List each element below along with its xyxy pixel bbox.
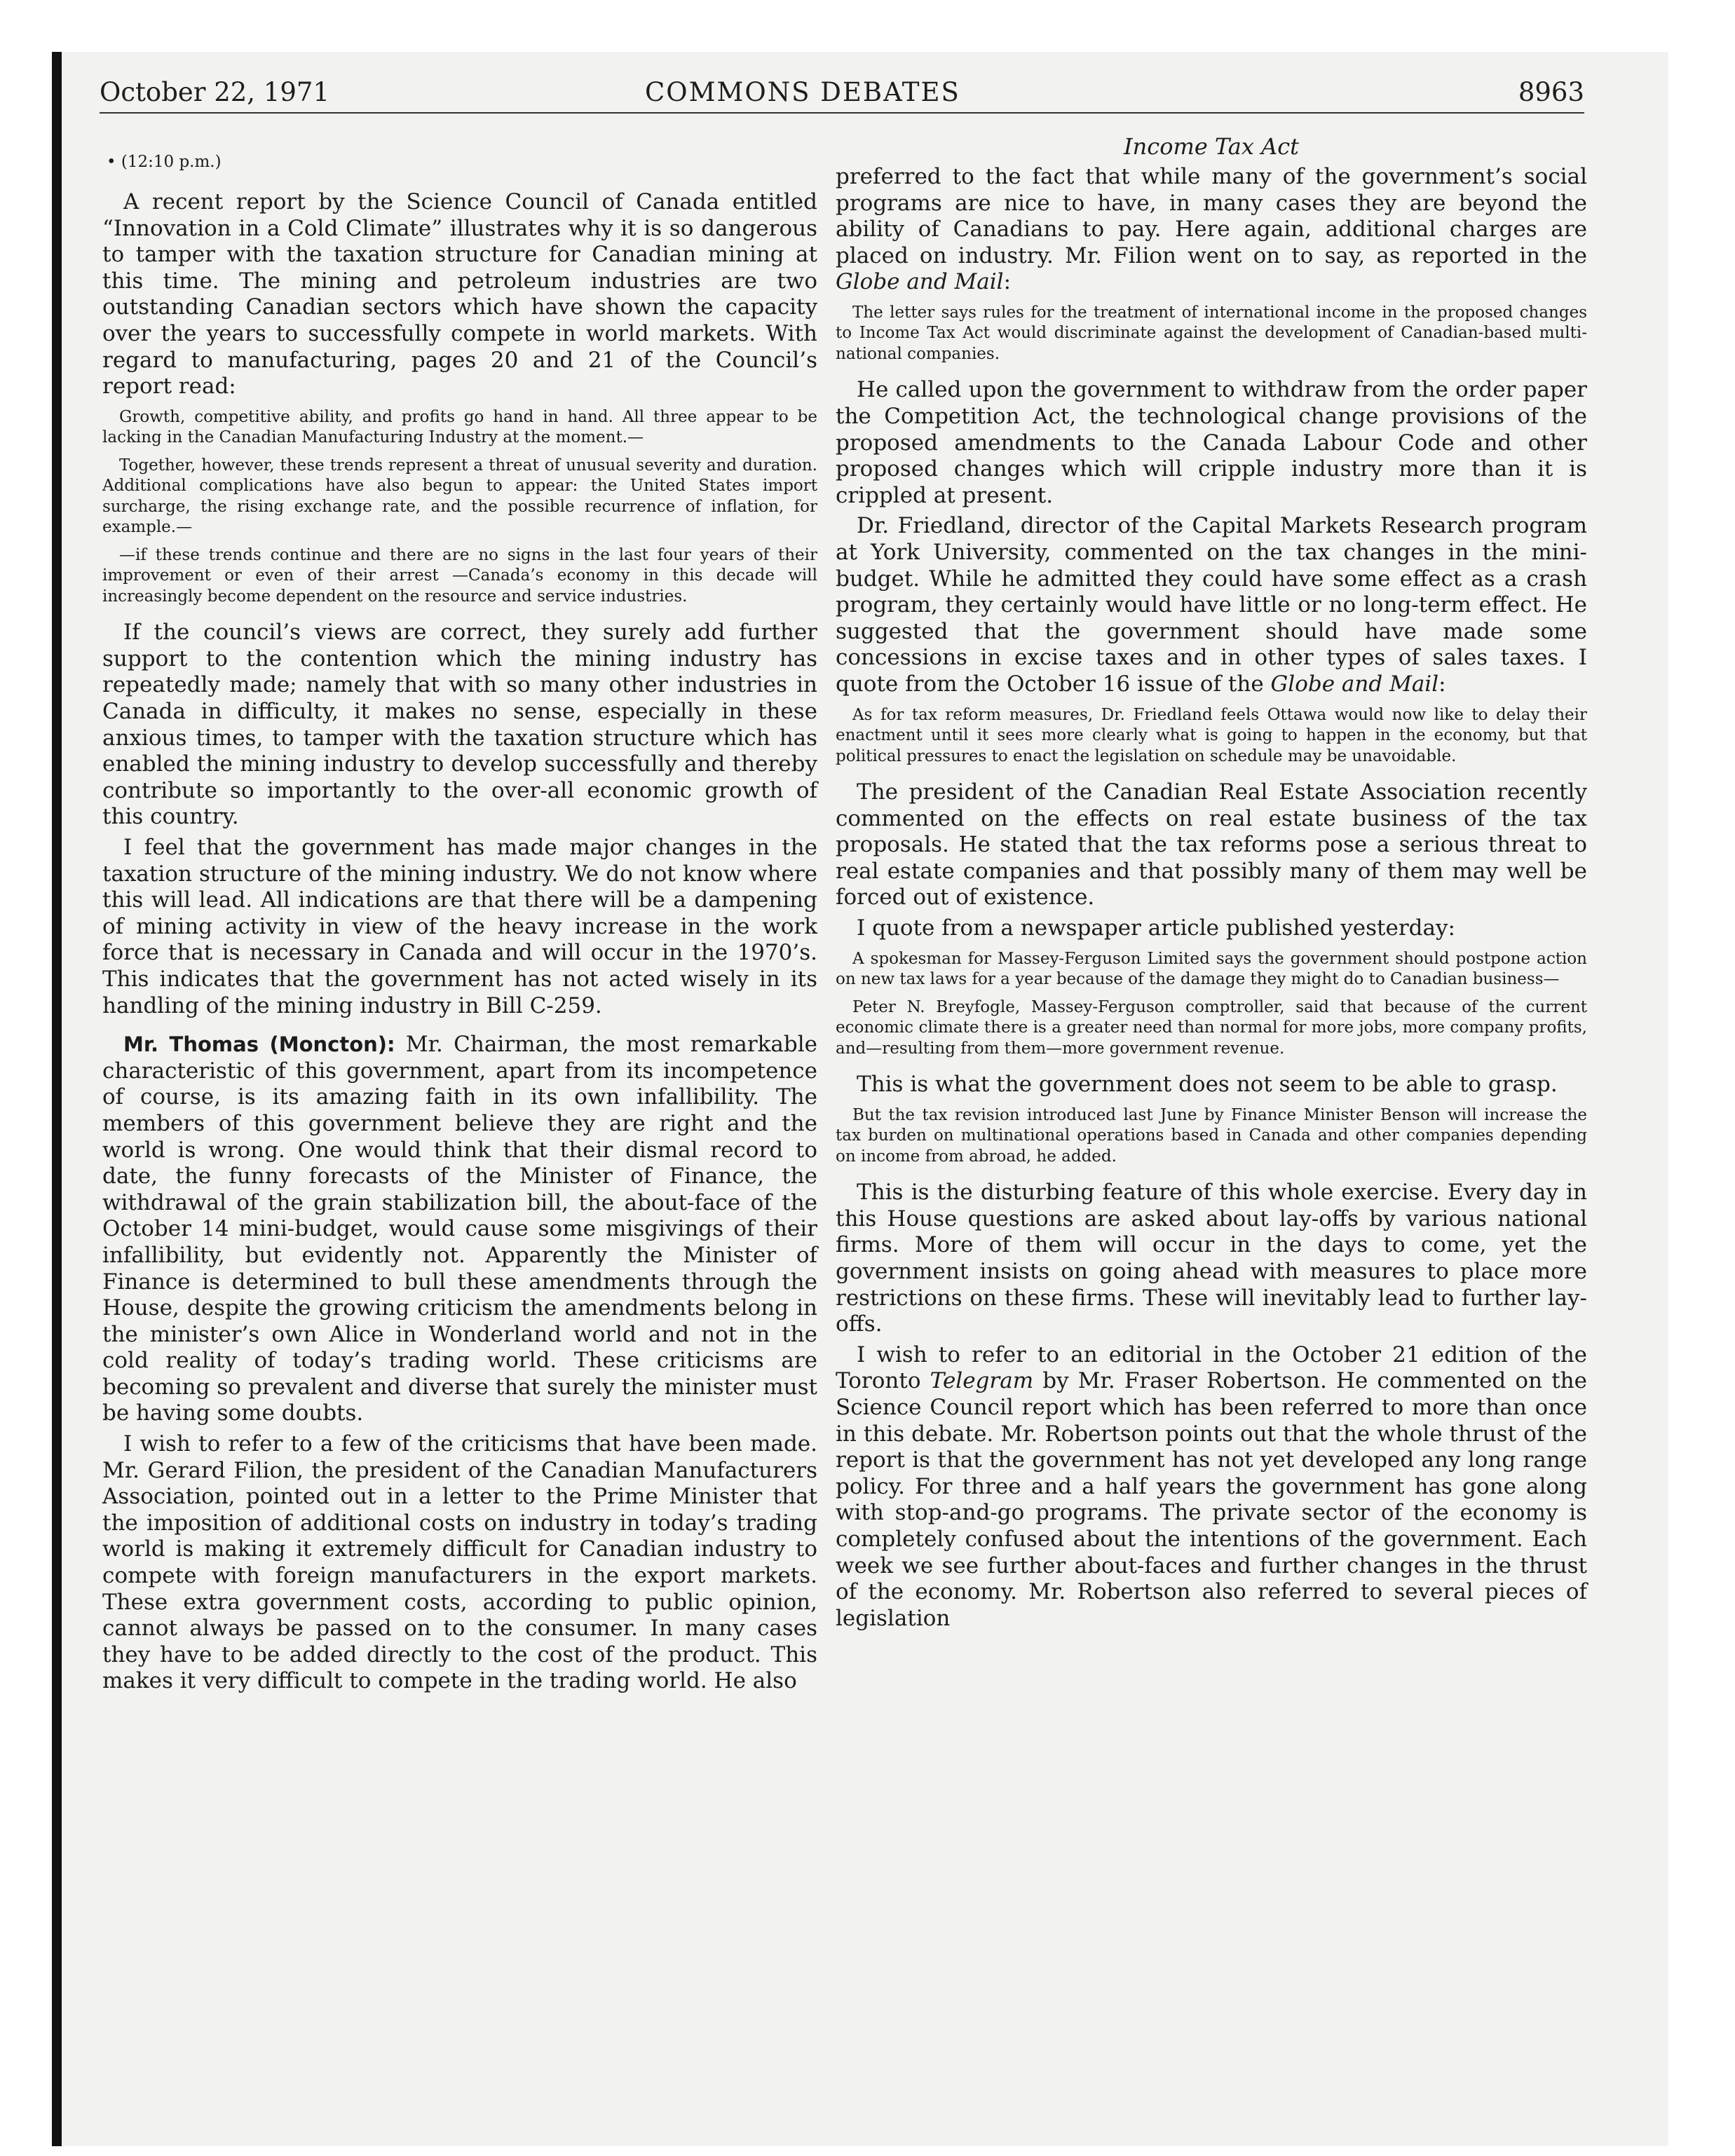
time-stamp: • (12:10 p.m.) [107,153,222,171]
paragraph: The president of the Canadian Real Estate Association recently commented on the effects on real estate business of the tax proposals. He stated that the tax reforms pose a serious threat to real estate companies and that possibly many of them may well be forced out of existence. [836,779,1587,910]
block-quote: Peter N. Breyfogle, Massey-Ferguson comptroller, said that because of the current economic climate there is a greater need than normal for more jobs, more company profits, and—resulting from them—more government revenue. [836,997,1587,1058]
paragraph-text: preferred to the fact that while many of the government’s social programs are nice to have, in many cases they are beyond the ability of Canadians to pay. Here again, additional charges are placed on industry. Mr. Filion went on to say, as reported in the [836,164,1587,268]
paragraph-text: by Mr. Fraser Robertson. He commented on the Science Council report which has been referred to more than once in this debate. Mr. Robertson points out that the whole thrust of the report is that the government has not yet developed any long range policy. For three and a half years the government has gone along with stop-and-go programs. The private sector of the economy is completely confused about the intentions of the government. Each week we see further about-faces and further changes in the thrust of the economy. Mr. Robertson also referred to several pieces of legislation [836,1368,1587,1631]
publication-name: Globe and Mail [1270,671,1439,697]
paragraph: He called upon the government to withdraw from the order paper the Competition Act, the technological change provisions of the proposed amendments to the Canada Labour Code and other proposed changes which will cripple industry more than it is crippled at present. [836,377,1587,508]
page-number: 8963 [1518,77,1584,107]
paragraph: This is what the government does not seem to be able to grasp. [857,1072,1558,1098]
block-quote: But the tax revision introduced last June by Finance Minister Benson will increase the tax burden on multinational operations based in Canada and other companies depending on income from abroad, he added. [836,1105,1587,1166]
header-date: October 22, 1971 [100,77,329,107]
paragraph-text: I wish to refer to an editorial in the October 21 edition of the Toronto [836,1342,1587,1394]
running-head: Income Tax Act [1124,133,1299,160]
paragraph: I quote from a newspaper article published yesterday: [857,915,1455,941]
paragraph: If the council’s views are correct, they surely add further support to the contention which the mining industry has repeatedly made; namely that with so many other industries in Canada in difficulty, it makes no sense, especially in these anxious times, to tamper with the taxation structure which has enabled the mining industry to develop successfully and thereby contribute so importantly to the over-all economic growth of this country. [102,620,817,830]
block-quote: As for tax reform measures, Dr. Friedland feels Ottawa would now like to delay their enactment until it sees more clearly what is going to happen in the economy, but that political pressures to enact the legislation on schedule may be unavoidable. [836,705,1587,765]
paragraph [836,1342,1587,1632]
paragraph [836,164,1587,296]
block-quote: —if these trends continue and there are no signs in the last four years of their improvement or even of their arrest —Canada’s economy in this decade will increasingly become dependent on the resource and service industries. [102,545,817,606]
scan-edge [52,52,62,2146]
block-quote: Together, however, these trends represent a threat of unusual severity and duration. Additional complications have also begun to appear: the United States import surcharge, the rising exchange rate, and the possible recurrence of inflation, for example.— [102,456,817,537]
header-rule [100,112,1584,114]
block-quote: The letter says rules for the treatment of international income in the proposed changes to Income Tax Act would discriminate against the development of Canadian-based multi-national companies. [836,303,1587,363]
punctuation: : [1003,269,1012,295]
paragraph [836,513,1587,697]
paragraph: I wish to refer to a few of the criticisms that have been made. Mr. Gerard Filion, the president of the Canadian Manufacturers Association, pointed out in a letter to the Prime Minister that the imposition of additional costs on industry in today’s trading world is making it extremely difficult for Canadian industry to compete with foreign manufacturers in the export markets. These extra government costs, according to public opinion, cannot always be passed on to the consumer. In many cases they have to be added directly to the cost of the product. This makes it very difficult to compete in the trading world. He also [102,1431,817,1694]
paragraph-text: Dr. Friedland, director of the Capital Markets Research program at York University, commented on the tax changes in the mini-budget. While he admitted they could have some effect as a crash program, they certainly would have little or no long-term effect. He suggested that the government should have made some concessions in excise taxes and in other types of sales taxes. I quote from the October 16 issue of the [836,513,1587,697]
publication-name: Telegram [930,1368,1034,1394]
speech-text: Mr. Chairman, the most remarkable characteristic of this government, apart from its incompetence of course, is its amazing faith in its own infallibility. The members of this government believe they are right and the world is wrong. One would think that their dismal record to date, the funny forecasts of the Minister of Finance, the withdrawal of the grain stabilization bill, the about-face of the October 14 mini-budget, would cause some misgivings of their infallibility, but evidently not. Apparently the Minister of Finance is determined to bull these amendments through the House, despite the growing criticism the amendments belong in the minister’s own Alice in Wonderland world and not in the cold reality of today’s trading world. These criticisms are becoming so prevalent and diverse that surely the minister must be having some doubts. [102,1032,818,1426]
block-quote: A spokesman for Massey-Ferguson Limited says the government should postpone action on new tax laws for a year because of the damage they might do to Canadian business— [836,949,1587,989]
paragraph: This is the disturbing feature of this whole exercise. Every day in this House questions are asked about lay-offs by various national firms. More of them will occur in the days to come, yet the government insists on going ahead with measures to place more restrictions on these firms. These will inevitably lead to further lay-offs. [836,1180,1587,1337]
right-column [836,133,1587,1632]
paragraph-speech [102,1032,817,1427]
punctuation: : [1438,671,1446,697]
paragraph: A recent report by the Science Council of Canada entitled “Innovation in a Cold Climate” illustrates why it is so dangerous to tamper with the taxation structure for Canadian mining at this time. The mining and petroleum industries are two outstanding Canadian sectors which have shown the capacity over the years to successfully compete in world markets. With regard to manufacturing, pages 20 and 21 of the Council’s report read: [102,189,817,400]
header-title: COMMONS DEBATES [645,77,960,107]
speaker-name: Mr. Thomas (Moncton): [123,1032,395,1057]
left-column [102,133,817,1695]
paragraph: I feel that the government has made major changes in the taxation structure of the mining industry. We do not know where this will lead. All indications are that there will be a dampening of mining activity in view of the heavy increase in the work force that is necessary in Canada and will occur in the 1970’s. This indicates that the government has not acted wisely in its handling of the mining industry in Bill C-259. [102,835,817,1018]
block-quote: Growth, competitive ability, and profits go hand in hand. All three appear to be lacking in the Canadian Manufacturing Industry at the moment.— [102,407,817,447]
publication-name: Globe and Mail [836,269,1004,295]
